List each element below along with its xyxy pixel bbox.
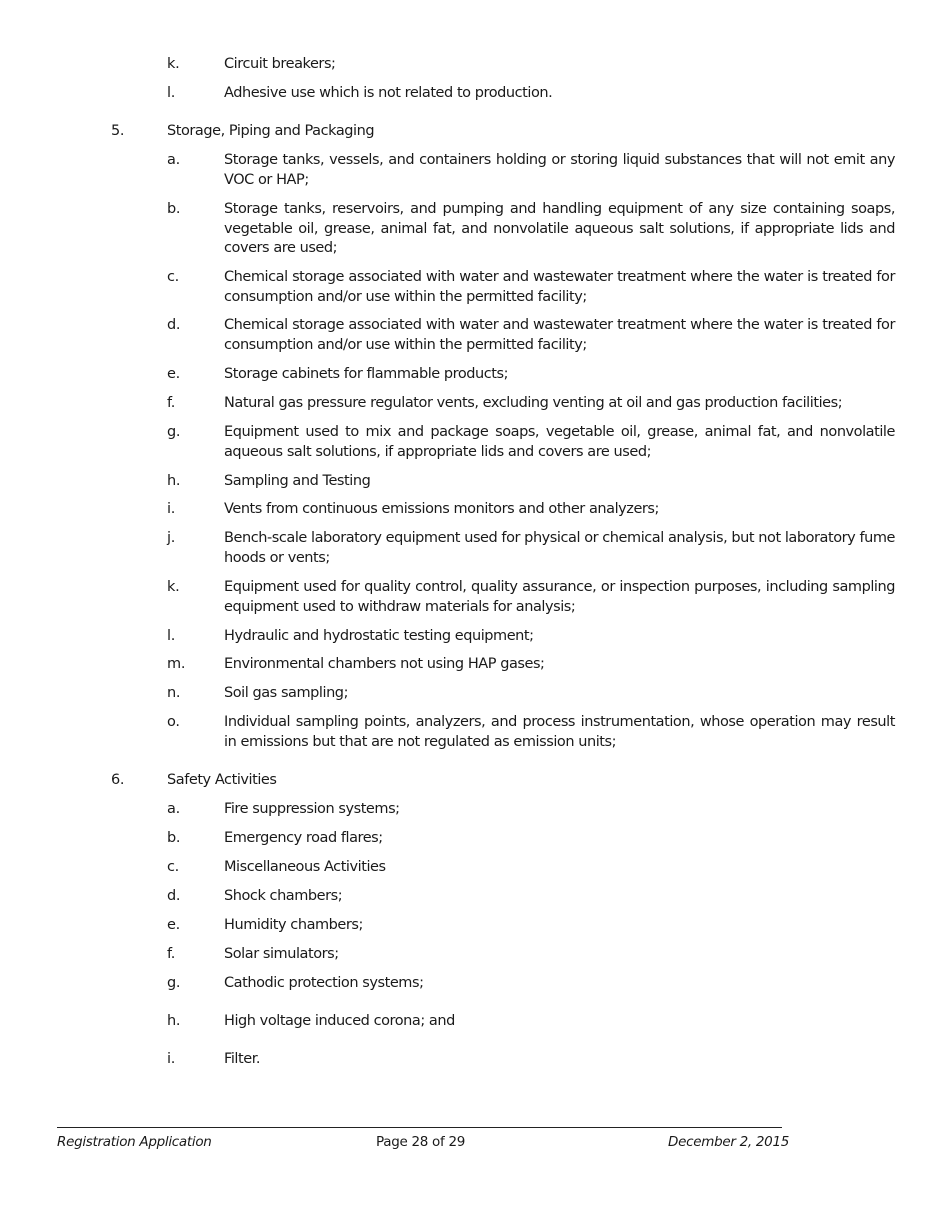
list-letter: l.: [167, 85, 176, 101]
list-letter: k.: [167, 579, 180, 595]
footer-divider: [57, 1127, 782, 1128]
list-letter: d.: [167, 888, 181, 904]
list-item: Bench-scale laboratory equipment used for physical or chemical analysis, but not laboratory fume hoods or vents;: [224, 530, 895, 566]
list-item: Humidity chambers;: [224, 917, 363, 933]
section-heading: Storage, Piping and Packaging: [167, 123, 375, 139]
footer-document-title: Registration Application: [57, 1134, 212, 1150]
list-item: Shock chambers;: [224, 888, 343, 904]
list-letter: e.: [167, 366, 180, 382]
list-letter: n.: [167, 685, 181, 701]
list-item: Emergency road flares;: [224, 830, 383, 846]
list-item: Natural gas pressure regulator vents, excluding venting at oil and gas production facilities;: [224, 395, 843, 411]
section-heading: Safety Activities: [167, 772, 277, 788]
list-item: Equipment used for quality control, quality assurance, or inspection purposes, including sampling equipment used to withdraw materials for analysis;: [224, 579, 895, 615]
list-letter: g.: [167, 975, 181, 991]
list-item: Miscellaneous Activities: [224, 859, 386, 875]
section-number: 5.: [111, 123, 125, 139]
list-item: Sampling and Testing: [224, 473, 371, 489]
list-item: Soil gas sampling;: [224, 685, 349, 701]
list-item: Equipment used to mix and package soaps, vegetable oil, grease, animal fat, and nonvolatile aqueous salt solutions, if appropriate lids and covers are used;: [224, 424, 895, 460]
list-item: High voltage induced corona; and: [224, 1013, 455, 1029]
list-letter: a.: [167, 801, 180, 817]
list-letter: j.: [167, 530, 176, 546]
list-letter: b.: [167, 830, 181, 846]
list-letter: i.: [167, 501, 176, 517]
list-item: Storage tanks, reservoirs, and pumping and handling equipment of any size containing soaps, vegetable oil, grease, animal fat, and nonvolatile aqueous salt solutions, if appropriate lids and covers are used;: [224, 201, 895, 256]
list-item: Vents from continuous emissions monitors and other analyzers;: [224, 501, 659, 517]
list-letter: k.: [167, 56, 180, 72]
list-item: Circuit breakers;: [224, 56, 336, 72]
list-item: Hydraulic and hydrostatic testing equipment;: [224, 628, 534, 644]
list-item: Chemical storage associated with water and wastewater treatment where the water is treated for consumption and/or use within the permitted facility;: [224, 317, 895, 353]
list-item: Chemical storage associated with water and wastewater treatment where the water is treated for consumption and/or use within the permitted facility;: [224, 269, 895, 305]
list-letter: a.: [167, 152, 180, 168]
list-letter: o.: [167, 714, 180, 730]
list-item: Environmental chambers not using HAP gases;: [224, 656, 545, 672]
list-item: Fire suppression systems;: [224, 801, 400, 817]
list-letter: h.: [167, 1013, 181, 1029]
list-letter: f.: [167, 395, 176, 411]
list-letter: c.: [167, 859, 179, 875]
list-letter: i.: [167, 1051, 176, 1067]
list-item: Solar simulators;: [224, 946, 339, 962]
list-letter: g.: [167, 424, 181, 440]
list-letter: b.: [167, 201, 181, 217]
section-number: 6.: [111, 772, 125, 788]
list-letter: l.: [167, 628, 176, 644]
list-letter: e.: [167, 917, 180, 933]
list-letter: c.: [167, 269, 179, 285]
list-item: Storage tanks, vessels, and containers holding or storing liquid substances that will not emit any VOC or HAP;: [224, 152, 895, 188]
list-letter: h.: [167, 473, 181, 489]
list-letter: d.: [167, 317, 181, 333]
footer-page-number: Page 28 of 29: [376, 1134, 466, 1150]
list-item: Cathodic protection systems;: [224, 975, 424, 991]
list-item: Storage cabinets for flammable products;: [224, 366, 509, 382]
list-item: Filter.: [224, 1051, 261, 1067]
list-letter: m.: [167, 656, 186, 672]
list-letter: f.: [167, 946, 176, 962]
footer-date: December 2, 2015: [668, 1134, 790, 1150]
list-item: Individual sampling points, analyzers, and process instrumentation, whose operation may result in emissions but that are not regulated as emission units;: [224, 714, 895, 750]
list-item: Adhesive use which is not related to production.: [224, 85, 553, 101]
